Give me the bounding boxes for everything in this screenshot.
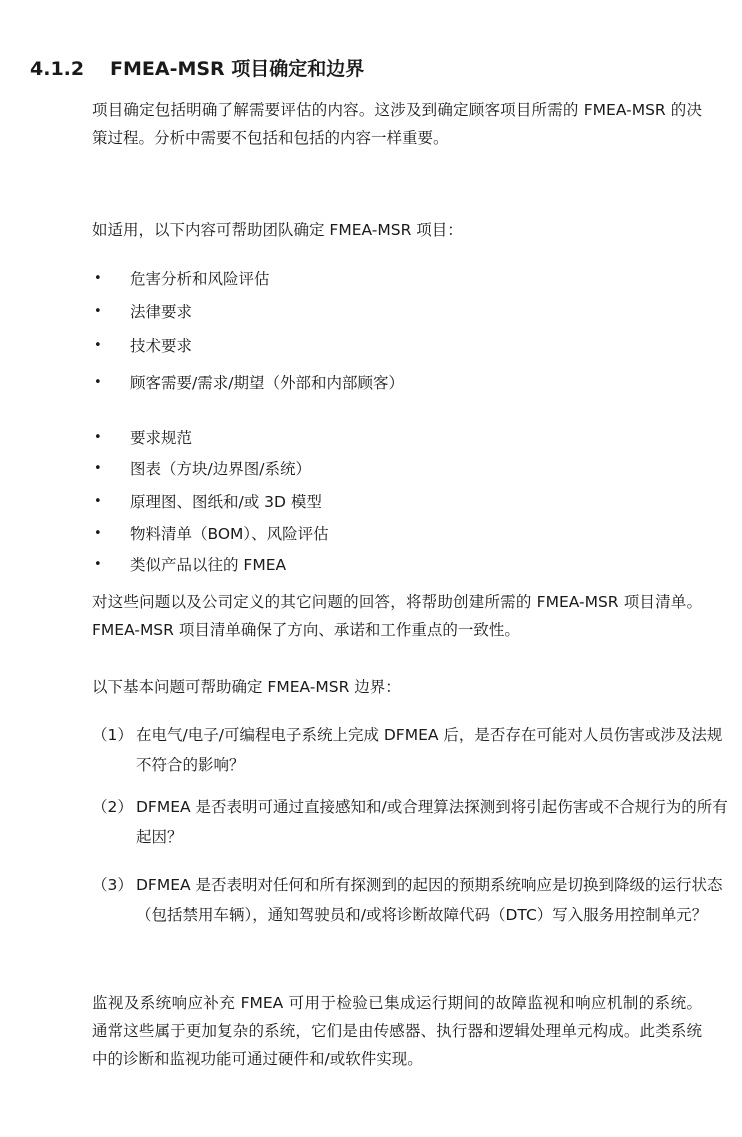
bullet-marker: • [94, 430, 102, 445]
bullet-marker: • [94, 375, 102, 390]
section-title: FMEA-MSR 项目确定和边界 [110, 58, 365, 80]
bullet-marker: • [94, 494, 102, 509]
section-number: 4.1.2 [30, 58, 85, 80]
boundary-intro: 以下基本问题可帮助确定 FMEA-MSR 边界： [92, 678, 401, 696]
question-3 [92, 870, 736, 930]
question-number: （3） [92, 876, 133, 894]
question-text: DFMEA 是否表明对任何和所有探测到的起因的预期系统响应是切换到降级的运行状态（包括禁用车辆），通知驾驶员和/或将诊断故障代码（DTC）写入服务用控制单元？ [136, 876, 723, 924]
question-number: （1） [92, 726, 133, 744]
answers-paragraph: 对这些问题以及公司定义的其它问题的回答，将帮助创建所需的 FMEA-MSR 项目清单。FMEA-MSR 项目清单确保了方向、承诺和工作重点的一致性。 [92, 593, 702, 639]
question-1 [92, 720, 736, 780]
bullet-marker: • [94, 461, 102, 476]
bullet-marker: • [94, 304, 102, 319]
list-item: • 类似产品以往的 FMEA [92, 551, 702, 579]
question-number: （2） [92, 798, 133, 816]
list-item: • 要求规范 [92, 424, 702, 452]
bullet-marker: • [94, 557, 102, 572]
list-item: • 技术要求 [92, 332, 702, 360]
bullet-marker: • [94, 338, 102, 353]
closing-paragraph: 监视及系统响应补充 FMEA 可用于检验已集成运行期间的故障监视和响应机制的系统。通常这些属于更加复杂的系统，它们是由传感器、执行器和逻辑处理单元构成。此类系统中的诊断和监视功能可通过硬件和/或软件实现。 [92, 994, 702, 1068]
applicable-paragraph: 如适用，以下内容可帮助团队确定 FMEA-MSR 项目： [92, 221, 463, 239]
list-item: • 物料清单（BOM）、风险评估 [92, 520, 702, 548]
list-item: • 图表（方块/边界图/系统） [92, 455, 702, 483]
list-item: • 顾客需要/需求/期望（外部和内部顾客） [92, 369, 702, 397]
intro-paragraph: 项目确定包括明确了解需要评估的内容。这涉及到确定顾客项目所需的 FMEA-MSR 的决策过程。分析中需要不包括和包括的内容一样重要。 [92, 101, 702, 147]
list-item: • 危害分析和风险评估 [92, 265, 702, 293]
section-heading [30, 54, 720, 84]
question-2 [92, 792, 736, 852]
list-item: • 原理图、图纸和/或 3D 模型 [92, 488, 702, 516]
question-text: DFMEA 是否表明可通过直接感知和/或合理算法探测到将引起伤害或不合规行为的所有起因？ [136, 798, 728, 846]
bullet-marker: • [94, 271, 102, 286]
bullet-marker: • [94, 526, 102, 541]
list-item: • 法律要求 [92, 298, 702, 326]
question-text: 在电气/电子/可编程电子系统上完成 DFMEA 后，是否存在可能对人员伤害或涉及法规不符合的影响？ [136, 726, 723, 774]
